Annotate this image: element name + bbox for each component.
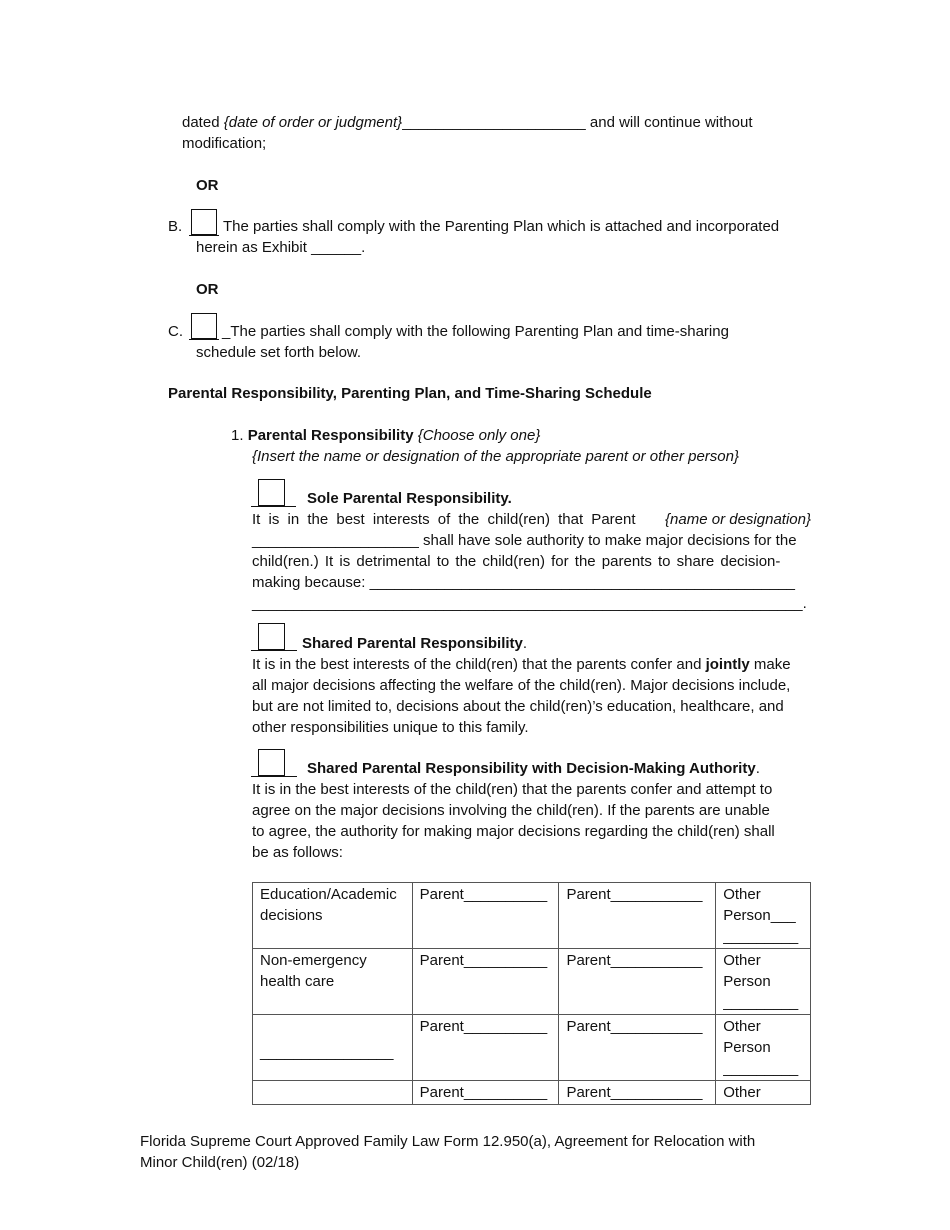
option-b-text-line1: The parties shall comply with the Parenting Plan which is attached and incorporated bbox=[223, 218, 780, 235]
sole-title: Sole Parental Responsibility. bbox=[307, 490, 512, 507]
item-number: 1. bbox=[231, 427, 248, 444]
other-person-cell[interactable]: Other Person _________ bbox=[716, 1015, 811, 1081]
category-cell: Education/Academic decisions bbox=[253, 883, 413, 949]
section-a-continuation-line1 bbox=[182, 112, 752, 133]
item1-heading bbox=[231, 425, 540, 446]
or-label: OR bbox=[196, 177, 219, 194]
section-a-continuation-line2: modification; bbox=[182, 135, 267, 152]
option-c-letter: C. bbox=[168, 323, 183, 340]
text: make bbox=[749, 656, 791, 673]
parent2-cell[interactable]: Parent___________ bbox=[559, 883, 716, 949]
shared-line3: but are not limited to, decisions about the child(ren)’s education, healthcare, and bbox=[252, 698, 784, 715]
option-b-text-line2: herein as Exhibit ______. bbox=[196, 239, 366, 256]
table-row bbox=[253, 949, 811, 1015]
table-row bbox=[253, 883, 811, 949]
form-footer bbox=[140, 1131, 755, 1173]
punctuation: . bbox=[755, 760, 760, 777]
parent1-cell[interactable]: Parent__________ bbox=[412, 883, 559, 949]
parent1-cell[interactable]: Parent__________ bbox=[412, 1015, 559, 1081]
parent1-cell[interactable]: Parent__________ bbox=[412, 949, 559, 1015]
sole-line2: ____________________ shall have sole authority to make major decisions for the bbox=[252, 532, 797, 549]
shared-authority-checkbox[interactable] bbox=[258, 749, 285, 776]
item1-sub-instruction: {Insert the name or designation of the appropriate parent or other person} bbox=[252, 448, 739, 465]
sole-line5: __________________________________________________________________. bbox=[252, 595, 807, 612]
shared-authority-title bbox=[307, 758, 760, 779]
title: Shared Parental Responsibility bbox=[302, 635, 523, 652]
punctuation: . bbox=[522, 635, 528, 652]
shared-responsibility-checkbox[interactable] bbox=[258, 623, 285, 650]
shared-line1 bbox=[252, 654, 791, 675]
parent2-cell[interactable]: Parent___________ bbox=[559, 1015, 716, 1081]
text: It is in the best interests of the child(ren) that the parents confer and bbox=[252, 656, 706, 673]
section-heading: Parental Responsibility, Parenting Plan, and Time-Sharing Schedule bbox=[168, 385, 652, 402]
shared-line2: all major decisions affecting the welfare of the child(ren). Major decisions include, bbox=[252, 677, 791, 694]
shared-authority-line3: to agree, the authority for making major decisions regarding the child(ren) shall bbox=[252, 823, 775, 840]
other-person-cell[interactable]: Other Person___ _________ bbox=[716, 883, 811, 949]
shared-authority-line4: be as follows: bbox=[252, 844, 343, 861]
category-cell[interactable]: ________________ bbox=[253, 1015, 413, 1081]
parent2-cell[interactable]: Parent___________ bbox=[559, 949, 716, 1015]
footer-line2: Minor Child(ren) (02/18) bbox=[140, 1154, 300, 1171]
text: It is in the best interests of the child(ren) that Parent bbox=[252, 511, 636, 528]
title: Shared Parental Responsibility with Decision-Making Authority bbox=[307, 760, 756, 777]
option-c-text-line1: _The parties shall comply with the following Parenting Plan and time-sharing bbox=[222, 323, 729, 340]
parent2-cell[interactable]: Parent___________ bbox=[559, 1081, 716, 1105]
parent1-cell[interactable]: Parent__________ bbox=[412, 1081, 559, 1105]
or-label: OR bbox=[196, 281, 219, 298]
sole-line4: making because: ___________________________________________________ bbox=[252, 574, 796, 591]
shared-authority-checkbox-wrap bbox=[251, 749, 297, 777]
option-c-checkbox-wrap bbox=[189, 313, 219, 340]
option-c-text-line2: schedule set forth below. bbox=[196, 344, 362, 361]
footer-line1: Florida Supreme Court Approved Family Law Form 12.950(a), Agreement for Relocation with bbox=[140, 1133, 756, 1150]
emphasis: jointly bbox=[705, 656, 750, 673]
category-cell: Non-emergency health care bbox=[253, 949, 413, 1015]
category-cell[interactable] bbox=[253, 1081, 413, 1105]
option-b-letter: B. bbox=[168, 218, 183, 235]
shared-line4: other responsibilities unique to this family. bbox=[252, 719, 529, 736]
shared-authority-line2: agree on the major decisions involving the child(ren). If the parents are unable bbox=[252, 802, 770, 819]
sole-responsibility-checkbox[interactable] bbox=[258, 479, 285, 506]
text: and will continue without bbox=[585, 114, 753, 131]
date-placeholder: {date of order or judgment} bbox=[223, 114, 403, 131]
other-person-cell[interactable]: Other Person _________ bbox=[716, 949, 811, 1015]
option-b-checkbox-wrap bbox=[189, 209, 219, 236]
option-b-checkbox[interactable] bbox=[191, 209, 217, 235]
sole-checkbox-wrap bbox=[251, 479, 296, 507]
item-title: Parental Responsibility bbox=[247, 427, 414, 444]
shared-authority-line1: It is in the best interests of the child(ren) that the parents confer and attempt to bbox=[252, 781, 773, 798]
shared-checkbox-wrap bbox=[251, 623, 297, 651]
sole-line3: child(ren.) It is detrimental to the child(ren) for the parents to share decision- bbox=[252, 553, 781, 570]
sole-line1 bbox=[252, 509, 811, 530]
table-row bbox=[253, 1081, 811, 1105]
item-instruction: {Choose only one} bbox=[413, 427, 541, 444]
other-person-cell[interactable]: Other bbox=[716, 1081, 811, 1105]
table-row bbox=[253, 1015, 811, 1081]
option-c-checkbox[interactable] bbox=[191, 313, 217, 339]
decision-authority-table bbox=[252, 882, 811, 1105]
shared-title bbox=[302, 633, 527, 654]
date-blank[interactable]: ______________________ bbox=[402, 114, 586, 131]
text: dated bbox=[182, 114, 224, 131]
name-placeholder: {name or designation} bbox=[665, 511, 811, 528]
